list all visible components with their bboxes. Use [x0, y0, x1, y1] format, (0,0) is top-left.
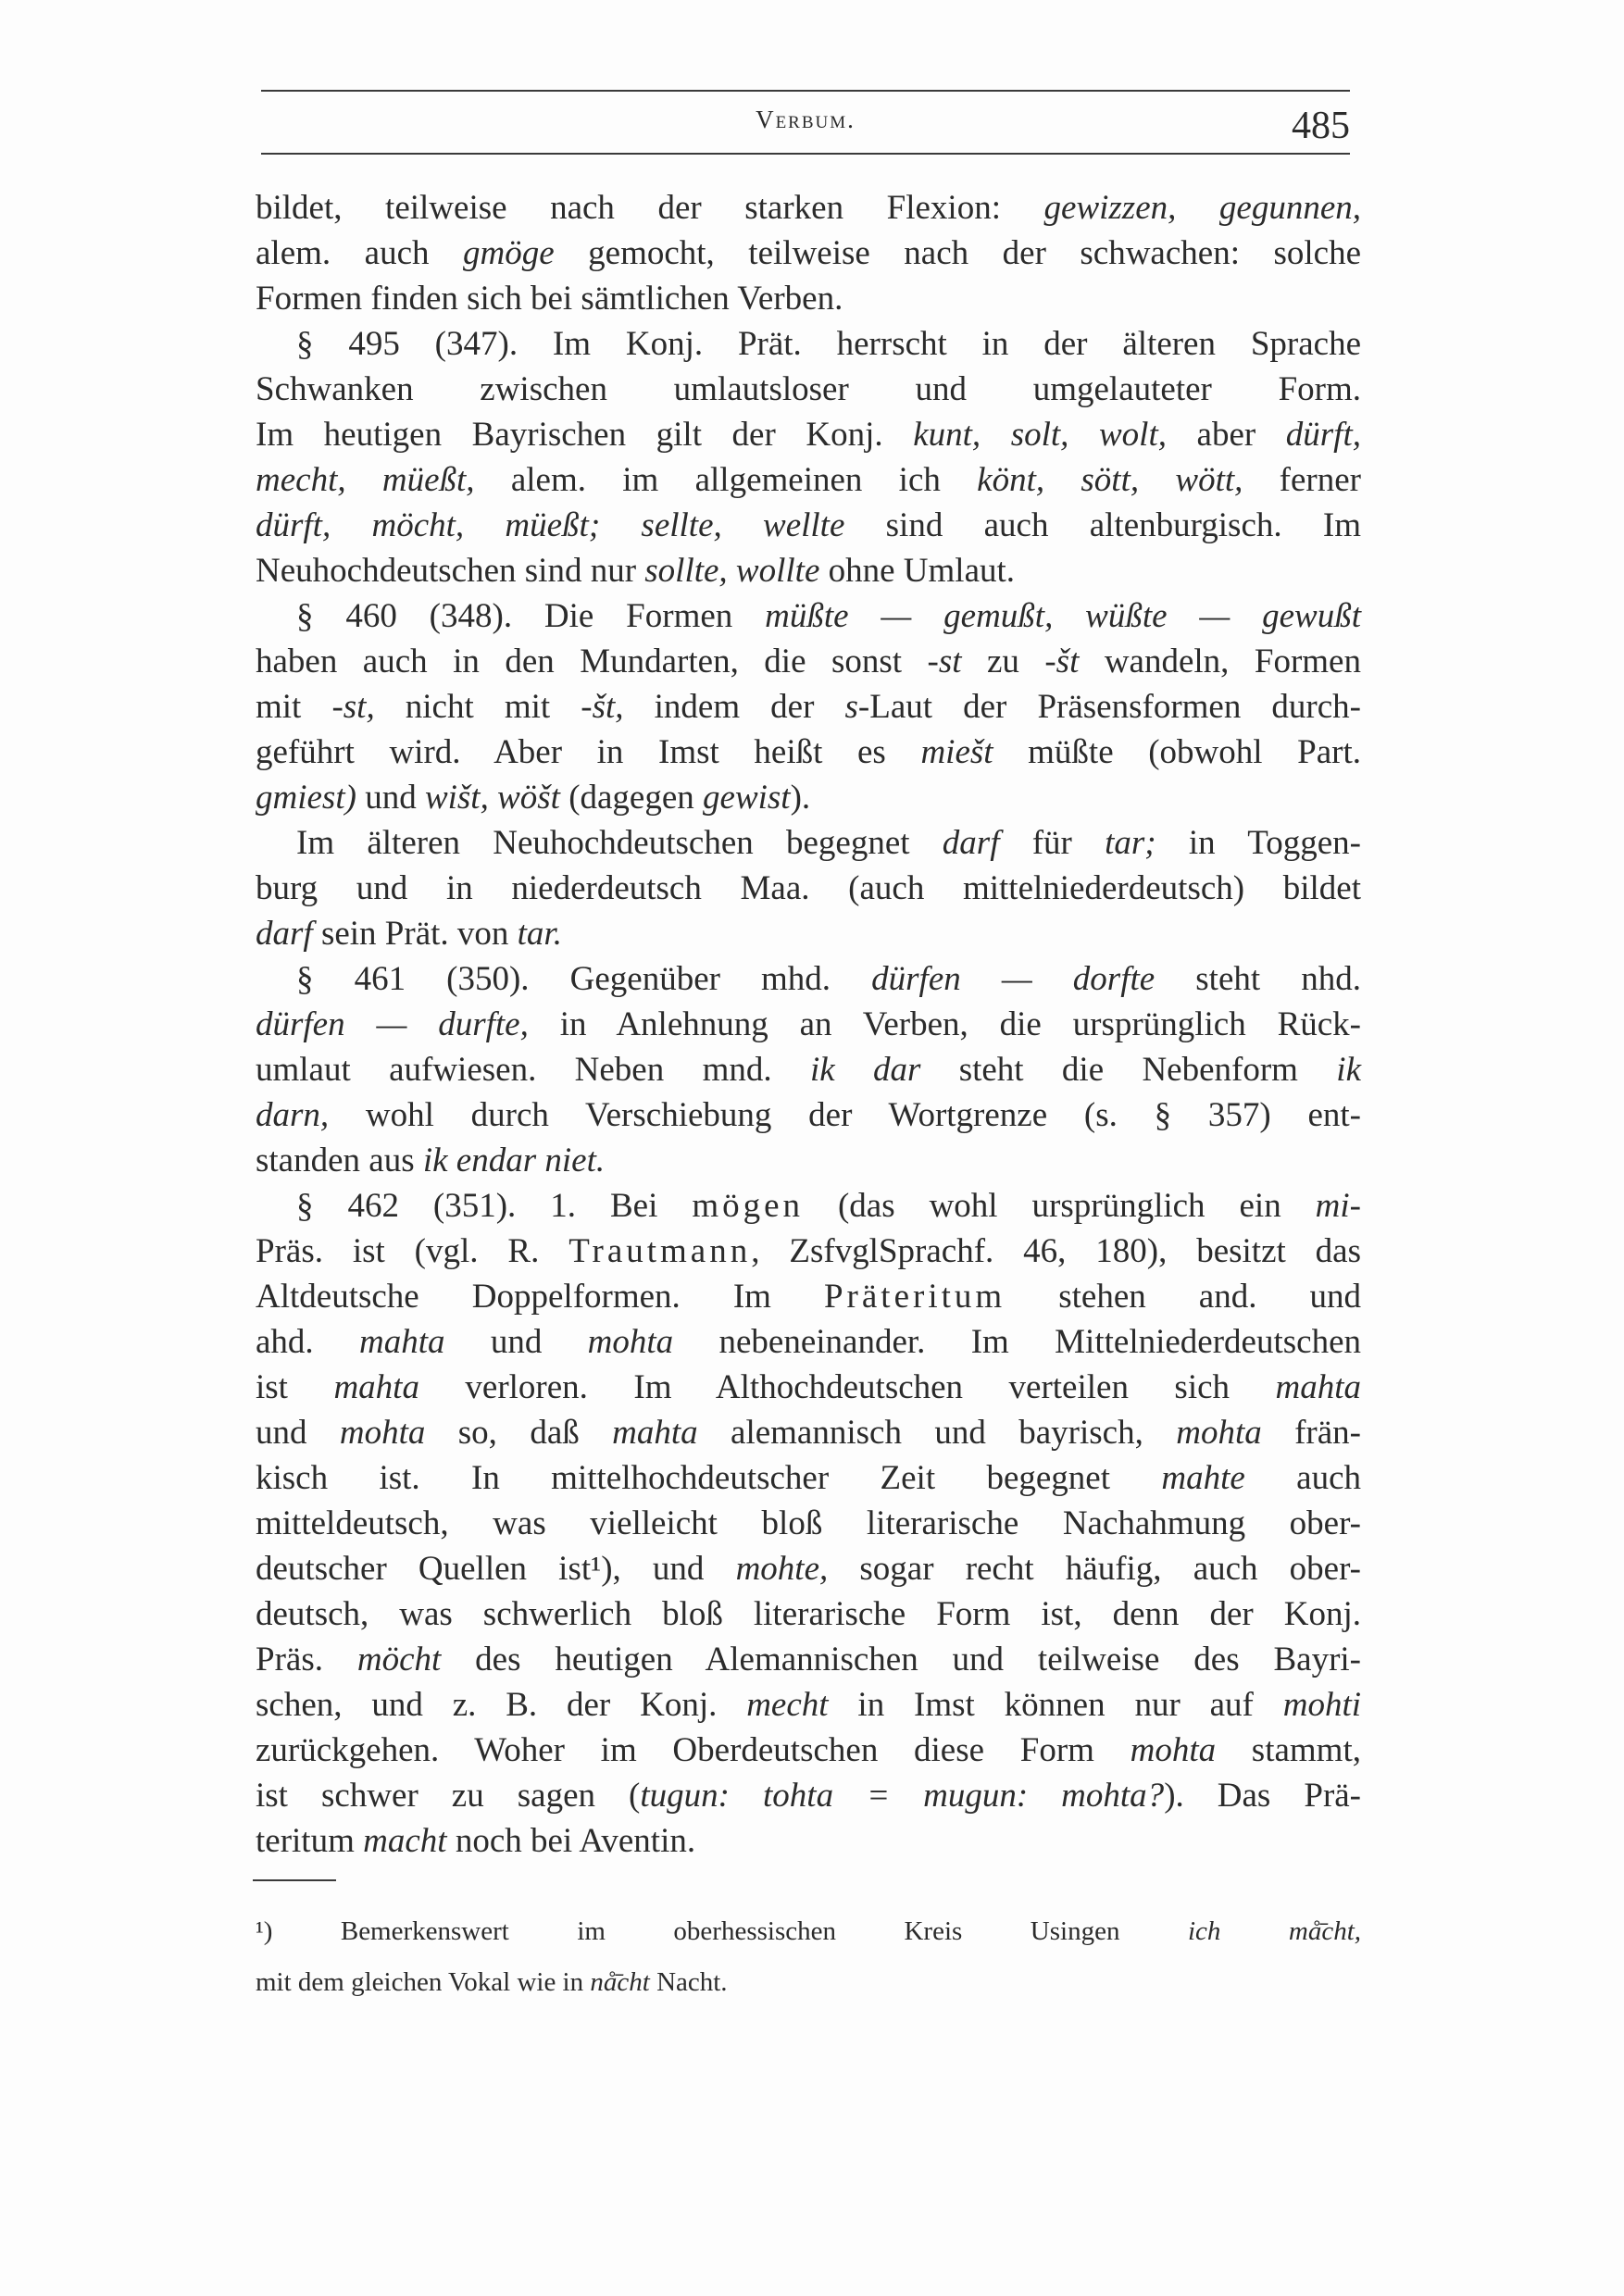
text-run: aber [1166, 416, 1286, 454]
text-run: sind auch altenburgisch. Im [844, 506, 1361, 544]
text-run: § 460 (348). Die Formen [296, 597, 766, 635]
text-run: haben auch in den Mundarten, die sonst [256, 643, 928, 680]
text-run: Präs. ist (vgl. R. [256, 1232, 569, 1270]
italic-term: möcht [356, 1641, 442, 1678]
text-run: in Imst können nur auf [828, 1686, 1283, 1724]
italic-term: s [844, 688, 858, 726]
text-line [256, 1050, 1361, 1091]
text-run: Schwanken zwischen umlautsloser und umgelauteter Form. [256, 370, 1361, 408]
text-run: verloren. Im Althochdeutschen verteilen sich [418, 1368, 1276, 1406]
text-run: steht nhd. [1155, 960, 1361, 998]
text-line [256, 460, 1361, 501]
text-run: Nacht. [649, 1967, 728, 1997]
italic-term: -št [1044, 643, 1080, 680]
text-run: und [444, 1323, 588, 1361]
text-line [256, 1004, 1361, 1045]
header-rule-top [261, 90, 1350, 92]
text-line [256, 1458, 1361, 1499]
italic-term: mohta [1130, 1731, 1217, 1769]
text-line [256, 868, 1361, 909]
text-run: ist [256, 1368, 334, 1406]
italic-term: sollte, wollte [644, 552, 820, 590]
text-line [256, 1231, 1361, 1272]
text-run: ). [790, 779, 811, 817]
text-run: -Laut der Präsensformen durch- [857, 688, 1361, 726]
text-run: wohl durch Verschiebung der Wortgrenze (s. § 357) ent- [329, 1096, 1361, 1134]
text-run: § 461 (350). Gegenüber mhd. [296, 960, 872, 998]
italic-term: mahta [359, 1323, 445, 1361]
italic-term: -st, [331, 688, 375, 726]
text-line [256, 505, 1361, 546]
footnote-line [256, 1915, 1361, 1948]
italic-term: -št, [581, 688, 624, 726]
italic-term: dürft, [1285, 416, 1361, 454]
italic-term: tar; [1105, 824, 1156, 862]
text-run: bildet, teilweise nach der starken Flexion: [256, 189, 1044, 227]
text-line [256, 1685, 1361, 1726]
text-run: mit dem gleichen Vokal wie in [256, 1967, 591, 1997]
text-run: und [356, 779, 425, 817]
text-run: müßte (obwohl Part. [993, 733, 1362, 771]
text-run: deutscher Quellen ist¹), und [256, 1550, 736, 1588]
text-line [256, 415, 1361, 455]
italic-term: tar. [517, 915, 562, 953]
italic-term: må̄cht, [1288, 1916, 1362, 1946]
text-run: umlaut aufwiesen. Neben mnd. [256, 1051, 810, 1089]
text-line [256, 914, 1361, 955]
italic-term: mahta [333, 1368, 419, 1406]
text-run: steht die Nebenform [920, 1051, 1337, 1089]
text-run: stehen and. und [1006, 1278, 1362, 1316]
italic-term: mohte, [735, 1550, 829, 1588]
italic-term: tugun: tohta = mugun: mohta? [640, 1777, 1165, 1815]
text-run: in Toggen- [1156, 824, 1361, 862]
italic-term: mahta [612, 1414, 698, 1452]
text-run: Altdeutsche Doppelformen. Im [256, 1278, 824, 1316]
text-run: (das wohl ursprünglich ein [804, 1187, 1316, 1225]
text-run: standen aus [256, 1142, 423, 1179]
text-run: alem. auch [256, 234, 463, 272]
italic-term: könt, sött, wött, [977, 461, 1243, 499]
italic-term: macht [363, 1822, 447, 1860]
text-run: (dagegen [559, 779, 704, 817]
spaced-term: Präteritum [823, 1278, 1006, 1316]
text-run: des heutigen Alemannischen und teilweise des Bayri- [441, 1641, 1361, 1678]
text-run: ohne Umlaut. [819, 552, 1016, 590]
text-line [256, 1413, 1361, 1454]
italic-term: mohta [587, 1323, 674, 1361]
text-run: nebeneinander. Im Mittelniederdeutschen [673, 1323, 1361, 1361]
page-number: 485 [1292, 105, 1350, 147]
text-line [256, 1821, 1361, 1862]
text-line [256, 1322, 1361, 1363]
italic-term: dürfen — durfte, [256, 1005, 529, 1043]
text-run: und [256, 1414, 340, 1452]
italic-term: ich [1187, 1916, 1221, 1946]
italic-term: müßte — gemußt, wüßte — gewußt [765, 597, 1362, 635]
text-run: Neuhochdeutschen sind nur [256, 552, 645, 590]
text-run: in Anlehnung an Verben, die ursprünglich Rück- [528, 1005, 1361, 1043]
italic-term: mahte [1161, 1459, 1245, 1497]
footnote-line [256, 1965, 1361, 1999]
text-line [256, 596, 1361, 637]
italic-term: mohta [1176, 1414, 1262, 1452]
text-line [256, 1186, 1361, 1227]
text-line [256, 1776, 1361, 1816]
text-line [256, 279, 1361, 319]
text-run: sogar recht häufig, auch ober- [828, 1550, 1361, 1588]
text-run: § 495 (347). Im Konj. Prät. herrscht in der älteren Sprache [296, 325, 1361, 363]
italic-term: mecht, müeßt, [256, 461, 475, 499]
text-run: ¹) Bemerkenswert im oberhessischen Kreis Usingen [256, 1916, 1188, 1946]
running-head: Verbum. [756, 106, 856, 133]
text-line [256, 233, 1361, 274]
text-run: geführt wird. Aber in Imst heißt es [256, 733, 921, 771]
text-line [256, 188, 1361, 229]
text-line [256, 369, 1361, 410]
italic-term: dürft, möcht, müeßt; sellte, wellte [256, 506, 845, 544]
text-run: sein Prät. von [312, 915, 518, 953]
text-run: gemocht, teilweise nach der schwachen: solche [554, 234, 1361, 272]
text-run: kisch ist. In mittelhochdeutscher Zeit begegnet [256, 1459, 1162, 1497]
header-rule-bottom [261, 153, 1350, 155]
text-line [256, 1594, 1361, 1635]
italic-term: -st [927, 643, 962, 680]
text-line [256, 551, 1361, 592]
text-run [1220, 1916, 1289, 1946]
text-line [256, 687, 1361, 728]
text-run: ahd. [256, 1323, 359, 1361]
italic-term: gmöge [463, 234, 555, 272]
text-run: schen, und z. B. der Konj. [256, 1686, 747, 1724]
text-run: auch [1244, 1459, 1361, 1497]
text-line [256, 1549, 1361, 1590]
text-run: Im heutigen Bayrischen gilt der Konj. [256, 416, 914, 454]
text-run: , ZsfvglSprachf. 46, 180), besitzt das [751, 1232, 1361, 1270]
text-line [256, 823, 1361, 864]
italic-term: darn, [256, 1096, 330, 1134]
italic-term: gewizzen, gegunnen, [1043, 189, 1361, 227]
italic-term: mecht [746, 1686, 829, 1724]
italic-term: darf [256, 915, 313, 953]
italic-term: dürfen — dorfte [871, 960, 1156, 998]
italic-term: mohti [1282, 1686, 1361, 1724]
text-line [256, 778, 1361, 818]
text-run: ist schwer zu sagen ( [256, 1777, 641, 1815]
text-run: zurückgehen. Woher im Oberdeutschen diese Form [256, 1731, 1131, 1769]
text-run: alemannisch und bayrisch, [697, 1414, 1177, 1452]
text-run: so, daß [425, 1414, 613, 1452]
text-run: stammt, [1216, 1731, 1361, 1769]
spaced-term: mögen [692, 1187, 805, 1225]
italic-term: darf [942, 824, 1000, 862]
italic-term: ik [1336, 1051, 1361, 1089]
text-line [256, 324, 1361, 365]
text-run: mit [256, 688, 332, 726]
italic-term: mahta [1275, 1368, 1361, 1406]
text-run: wandeln, Formen [1079, 643, 1361, 680]
text-run: alem. im allgemeinen ich [474, 461, 978, 499]
italic-term: ik dar [809, 1051, 921, 1089]
text-line [256, 1504, 1361, 1544]
text-line [256, 1730, 1361, 1771]
italic-term: miešt [920, 733, 993, 771]
text-run: nicht mit [374, 688, 581, 726]
text-line [256, 1277, 1361, 1317]
text-run: burg und in niederdeutsch Maa. (auch mittelniederdeutsch) bildet [256, 869, 1361, 907]
text-run: noch bei Aventin. [446, 1822, 696, 1860]
italic-term: mohta [339, 1414, 426, 1452]
italic-term: gewist [703, 779, 791, 817]
text-run: ). Das Prä- [1164, 1777, 1362, 1815]
text-line [256, 732, 1361, 773]
italic-term: wišt, wöšt [424, 779, 560, 817]
text-line [256, 642, 1361, 682]
text-line [256, 1095, 1361, 1136]
text-run: Formen finden sich bei sämtlichen Verben. [256, 280, 843, 318]
text-line [256, 959, 1361, 1000]
text-run: Präs. [256, 1641, 357, 1678]
text-line [256, 1141, 1361, 1181]
footnote-rule [253, 1879, 336, 1881]
text-run: indem der [623, 688, 845, 726]
text-run: deutsch, was schwerlich bloß literarische Form ist, denn der Konj. [256, 1595, 1361, 1633]
italic-term: kunt, solt, wolt, [913, 416, 1167, 454]
text-run: ferner [1243, 461, 1361, 499]
text-run: § 462 (351). 1. Bei [296, 1187, 693, 1225]
italic-term: nå̄cht [590, 1967, 650, 1997]
text-run: teritum [256, 1822, 364, 1860]
italic-term: gmiest) [256, 779, 356, 817]
italic-term: ik endar niet. [422, 1142, 606, 1179]
italic-term: mi- [1315, 1187, 1361, 1225]
spaced-term: Trautmann [568, 1232, 752, 1270]
text-line [256, 1367, 1361, 1408]
text-run: zu [961, 643, 1045, 680]
text-run: für [999, 824, 1106, 862]
text-run: mitteldeutsch, was vielleicht bloß literarische Nachahmung ober- [256, 1504, 1361, 1542]
text-line [256, 1640, 1361, 1680]
text-run: frän- [1261, 1414, 1361, 1452]
text-run: Im älteren Neuhochdeutschen begegnet [296, 824, 943, 862]
